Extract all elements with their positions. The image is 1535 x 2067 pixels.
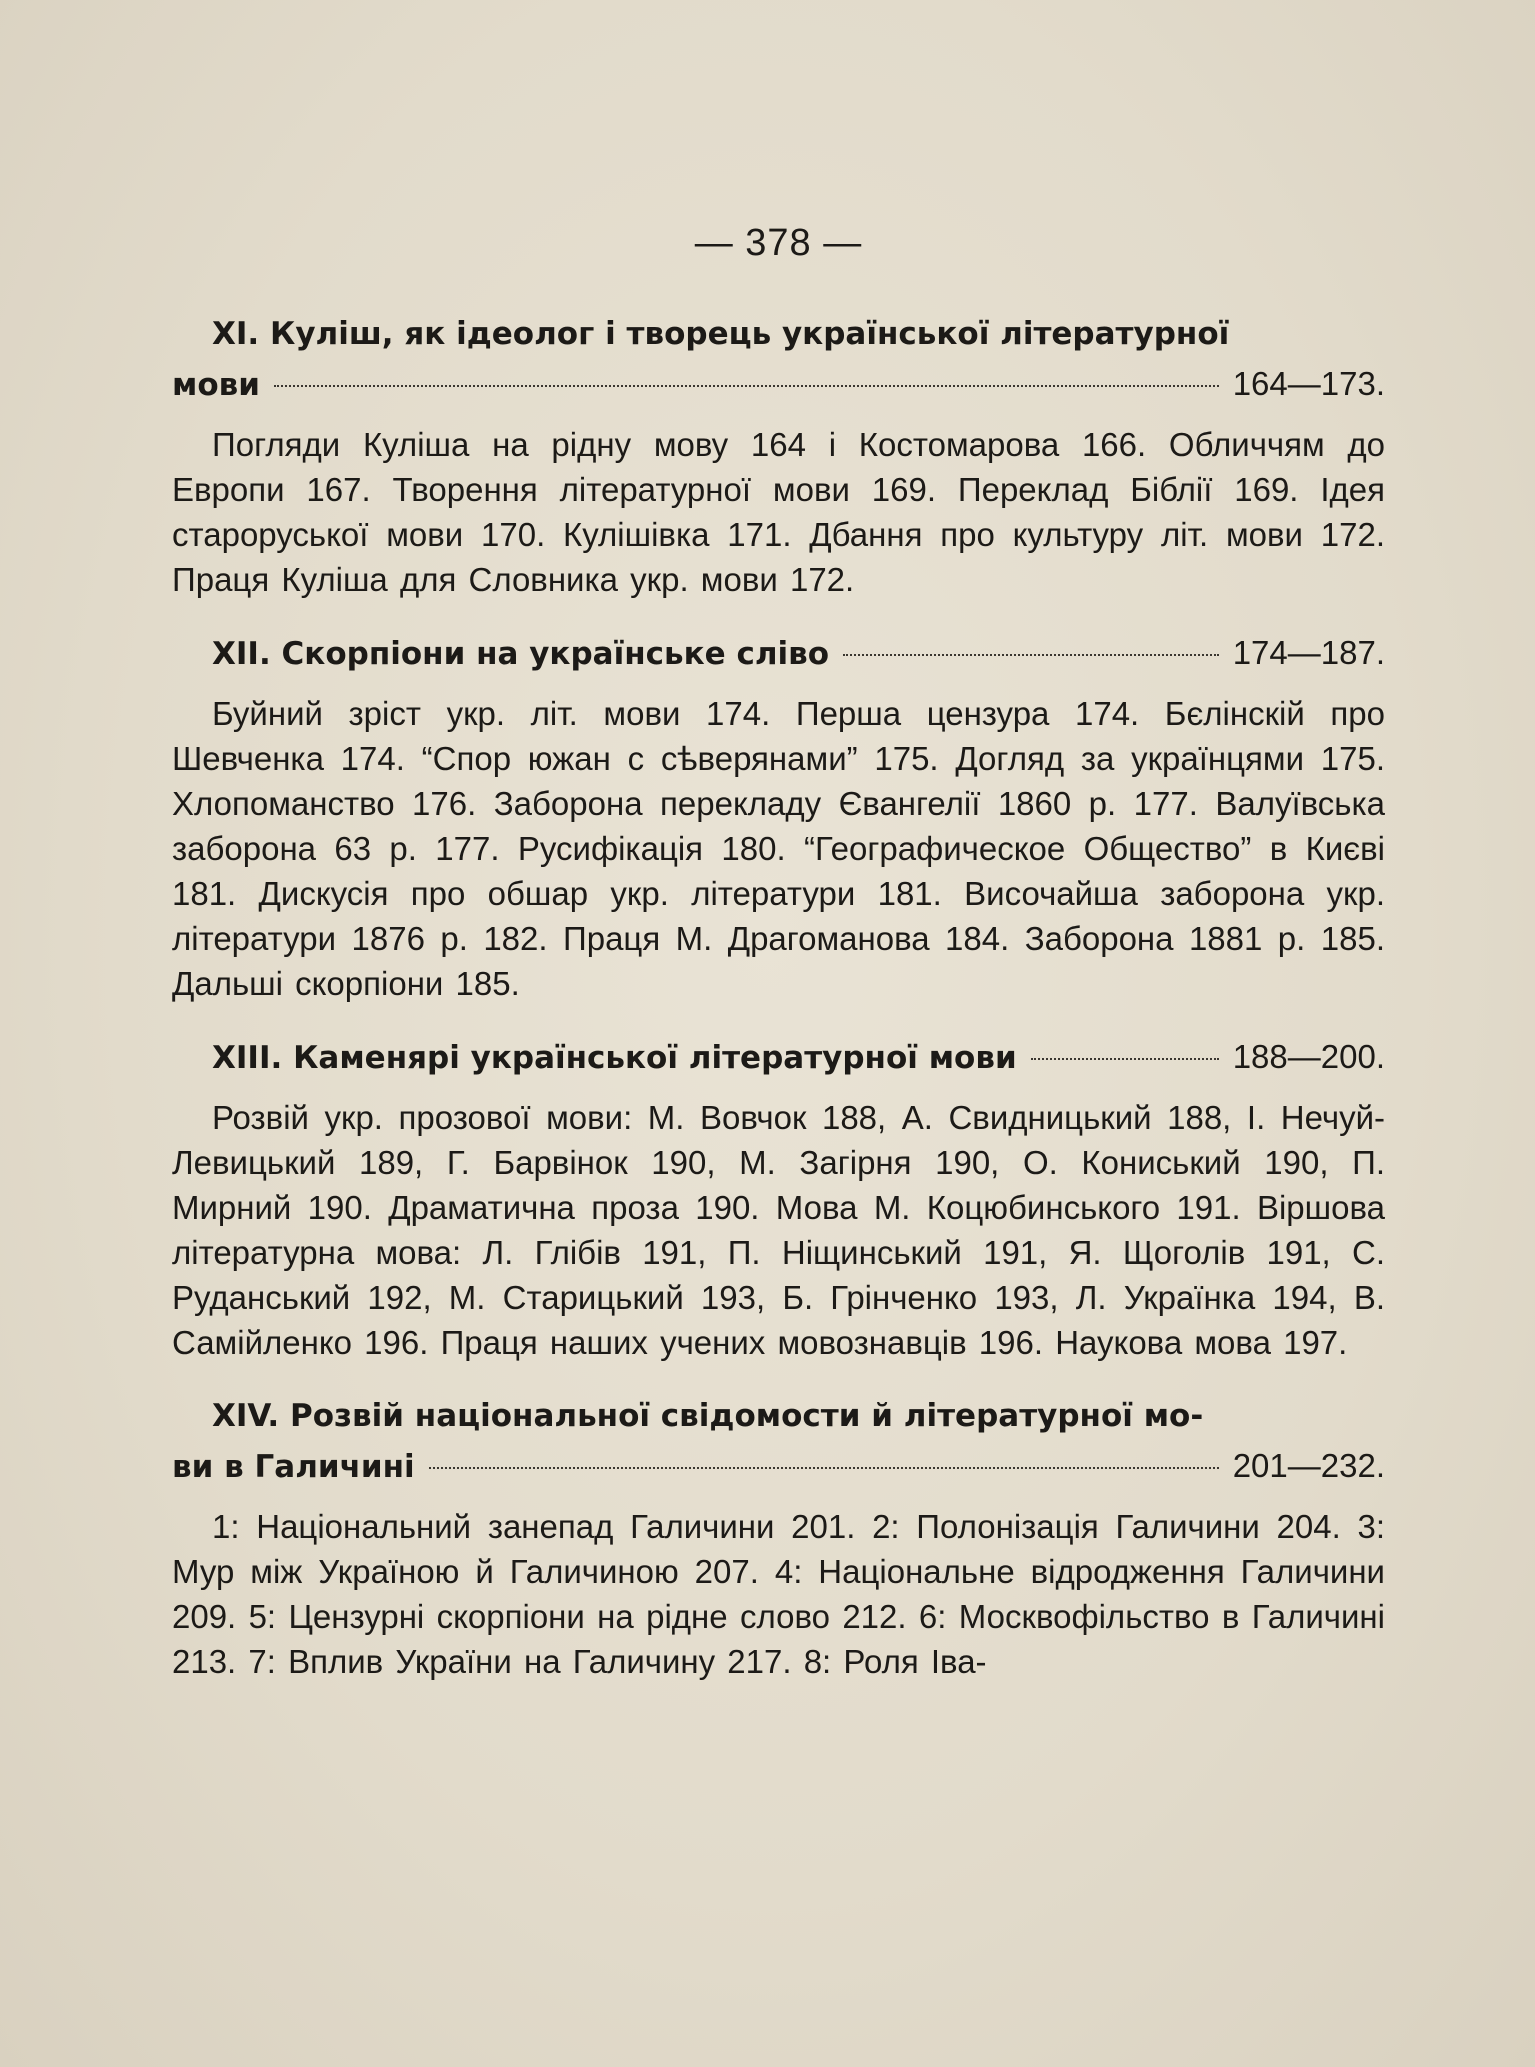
heading-line-first: XI. Куліш, як ідеолог і творець української літературної <box>212 316 1230 352</box>
heading-leader-line <box>172 359 1385 410</box>
page-range: 188—200. <box>1232 1038 1385 1075</box>
heading-line-last: XIII. Каменярі української літературної мови <box>212 1040 1017 1076</box>
section-summary: Буйний зріст укр. літ. мови 174. Перша цензура 174. Бєлінскій про Шевченка 174. “Спор южан с сѣверянами” 175. Догляд за українцями 175. Хлопоманство 176. Заборона перекладу Євангелії 1860 р. 177. Валуївська заборона 63 р. 177. Русифікація 180. “Географическое Общество” в Києві 181. Дискусія про обшар укр. літератури 181. Височайша заборона укр. літератури 1876 р. 182. Праця М. Драгоманова 184. Заборона 1881 р. 185. Дальші скорпіони 185. <box>172 695 1385 1002</box>
heading-line-last: XII. Скорпіони на українське сліво <box>212 636 830 672</box>
heading-line-first: XIV. Розвій національної свідомости й літературної мо- <box>212 1398 1204 1434</box>
section-heading <box>172 309 1385 410</box>
heading-leader-line <box>172 1441 1385 1492</box>
heading-leader-line <box>172 628 1385 679</box>
toc-section-xiv <box>172 1391 1385 1684</box>
heading-leader-line <box>172 1032 1385 1083</box>
dot-leader <box>429 1467 1219 1469</box>
heading-line-last: мови <box>172 367 260 403</box>
page-range: 164—173. <box>1232 365 1385 402</box>
section-summary: Погляди Куліша на рідну мову 164 і Костомарова 166. Обличчям до Европи 167. Творення літературної мови 169. Переклад Біблії 169. Ідея староруської мови 170. Кулішівка 171. Дбання про культуру літ. мови 172. Праця Куліша для Словника укр. мови 172. <box>172 426 1385 598</box>
toc-section-xii <box>172 628 1385 1006</box>
toc-section-xi <box>172 309 1385 602</box>
section-heading <box>172 628 1385 679</box>
toc-section-xiii <box>172 1032 1385 1365</box>
dot-leader <box>1031 1058 1219 1060</box>
section-summary: Розвій укр. прозової мови: М. Вовчок 188, А. Свидницький 188, І. Нечуй-Левицький 189, Г. Барвінок 190, М. Загірня 190, О. Кониський 190, П. Мирний 190. Драматична проза 190. Мова М. Коцюбинського 191. Віршова літературна мова: Л. Глібів 191, П. Ніщинський 191, Я. Щоголів 191, С. Руданський 192, М. Старицький 193, Б. Грінченко 193, Л. Українка 194, В. Самійленко 196. Праця наших учених мовознавців 196. Наукова мова 197. <box>172 1099 1385 1361</box>
section-heading <box>172 1391 1385 1492</box>
page-range: 174—187. <box>1232 634 1385 671</box>
dot-leader <box>274 385 1219 387</box>
section-summary: 1: Національний занепад Галичини 201. 2: Полонізація Галичини 204. 3: Мур між Україною й Галичиною 207. 4: Національне відродження Галичини 209. 5: Цензурні скорпіони на рідне слово 212. 6: Москвофільство в Галичині 213. 7: Вплив України на Галичину 217. 8: Роля Іва- <box>172 1508 1385 1680</box>
page-number: — 378 — <box>694 222 863 264</box>
section-heading <box>172 1032 1385 1083</box>
dot-leader <box>843 654 1219 656</box>
heading-line-last: ви в Галичині <box>172 1449 415 1485</box>
page-range: 201—232. <box>1232 1447 1385 1484</box>
